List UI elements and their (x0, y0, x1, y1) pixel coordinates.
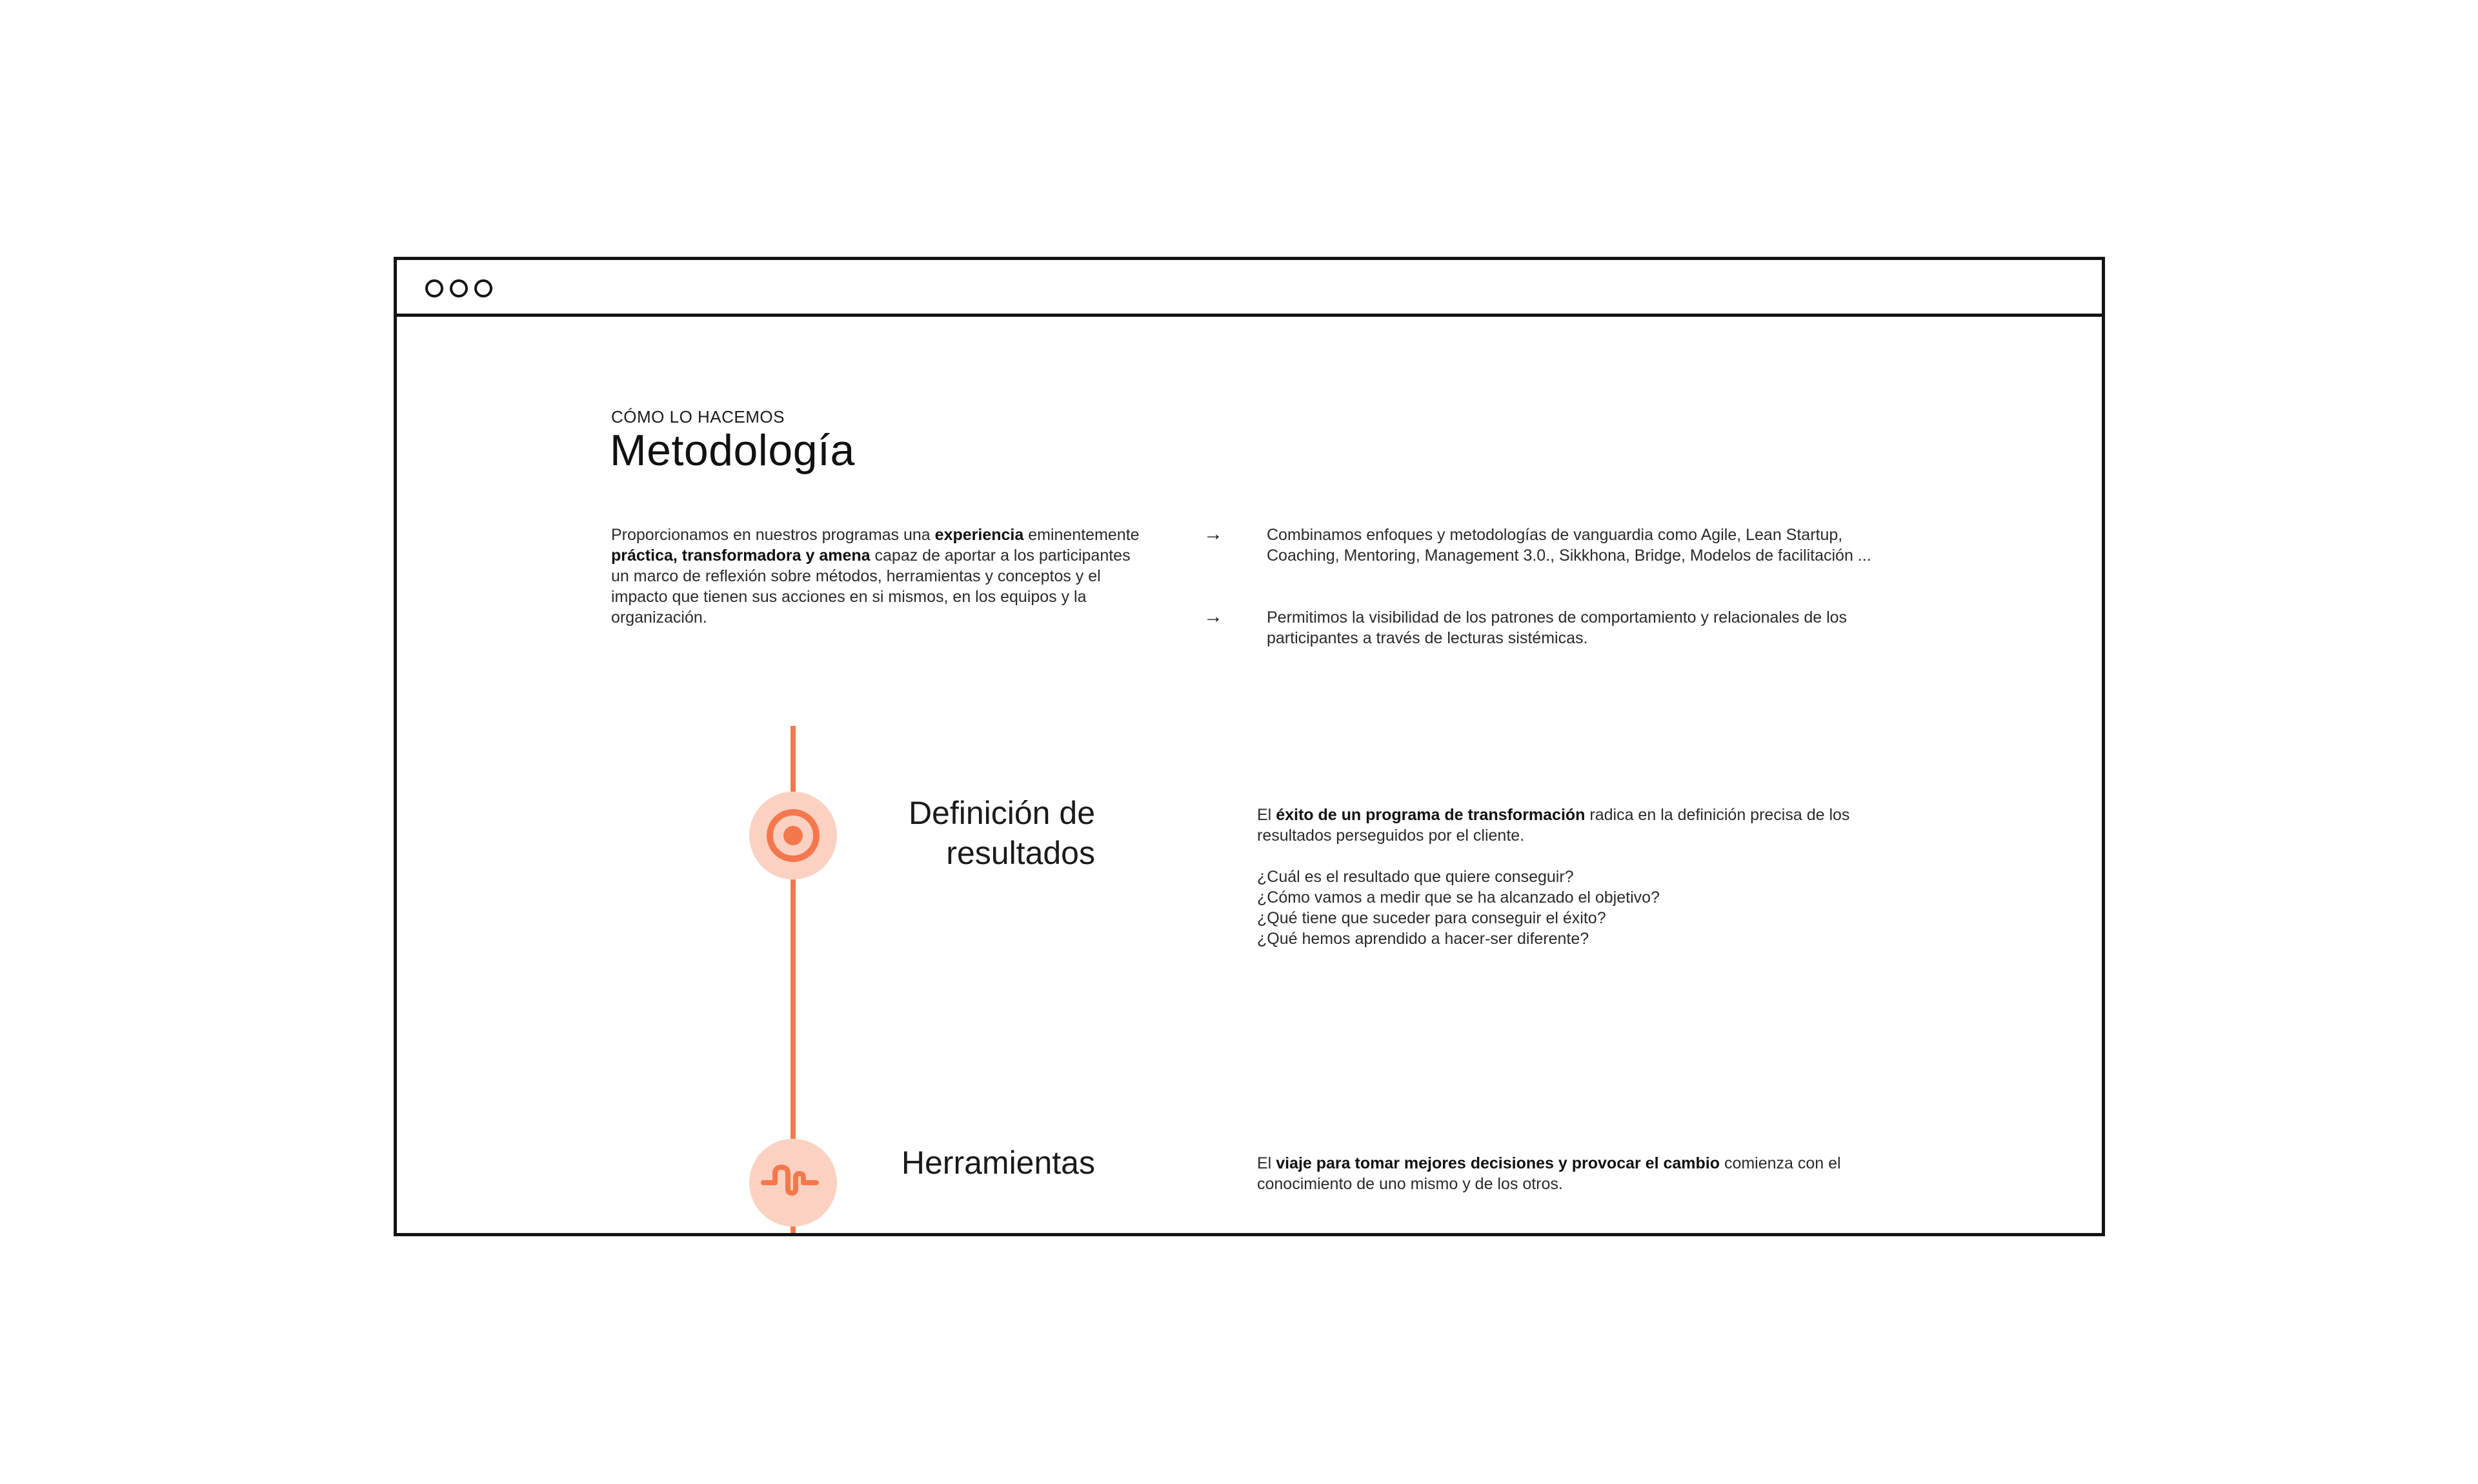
step-text: El (1257, 806, 1276, 824)
step-description (1257, 1153, 1902, 1194)
bullet-text: Permitimos la visibilidad de los patrones de comportamiento y relacionales de los participantes a través de lecturas sistémicas. (1267, 608, 1848, 647)
timeline-line (791, 726, 796, 792)
window-control-dot[interactable] (425, 279, 443, 297)
step-paragraph (1257, 805, 1902, 846)
timeline-line (791, 879, 796, 1159)
intro-bold: práctica, transformadora y amena (611, 546, 871, 565)
window-control-dot[interactable] (474, 279, 492, 297)
intro-text: Proporcionamos en nuestros programas una (611, 526, 935, 544)
page-title: Metodología (610, 426, 855, 475)
step-text: El (1257, 1154, 1276, 1172)
intro-text: eminentemente (1023, 526, 1140, 544)
step-text: radica en la definición precisa de los resultados perseguidos por el cliente. (1257, 806, 1850, 845)
page-content (397, 317, 2102, 1233)
step-question: ¿Qué tiene que suceder para conseguir el éxito? (1257, 909, 1606, 927)
intro-text: capaz de aportar a los participantes un marco de reflexión sobre métodos, herramientas y conceptos y el impacto que tienen sus acciones en si mismos, en los equipos y la organización. (611, 546, 1131, 627)
intro-bold: experiencia (934, 526, 1024, 544)
window-control-dot[interactable] (450, 279, 468, 297)
tools-icon (749, 1139, 837, 1227)
step-bold: éxito de un programa de transformación (1276, 806, 1586, 824)
step-title-line: Definición de (908, 795, 1095, 831)
step-title (909, 793, 1095, 873)
step-title-line: Herramientas (901, 1145, 1095, 1181)
step-question: ¿Cómo vamos a medir que se ha alcanzado el objetivo? (1257, 888, 1660, 907)
browser-window (394, 257, 2105, 1236)
step-icon-circle (749, 1139, 837, 1227)
bullet-text: Combinamos enfoques y metodologías de vanguardia como Agile, Lean Startup, Coaching, Mentoring, Management 3.0., Sikkhona, Bridge, Modelos de facilitación ... (1267, 526, 1871, 565)
arrow-right-icon: → (1204, 523, 1223, 545)
step-description (1257, 805, 1902, 949)
arrow-right-icon: → (1204, 606, 1223, 627)
step-question: ¿Cuál es el resultado que quiere conseguir? (1257, 868, 1574, 886)
section-eyebrow: CÓMO LO HACEMOS (611, 407, 785, 426)
step-text: comienza con el conocimiento de uno mismo y de los otros. (1257, 1154, 1841, 1193)
step-title (902, 1143, 1095, 1183)
target-icon (749, 792, 837, 879)
window-titlebar (397, 260, 2102, 317)
intro-paragraph (611, 525, 1140, 628)
step-bold: viaje para tomar mejores decisiones y provocar el cambio (1276, 1154, 1720, 1172)
step-title-line: resultados (946, 835, 1095, 871)
step-question: ¿Qué hemos aprendido a hacer-ser diferente? (1257, 930, 1589, 948)
step-paragraph (1257, 1153, 1902, 1194)
step-icon-circle (749, 792, 837, 879)
